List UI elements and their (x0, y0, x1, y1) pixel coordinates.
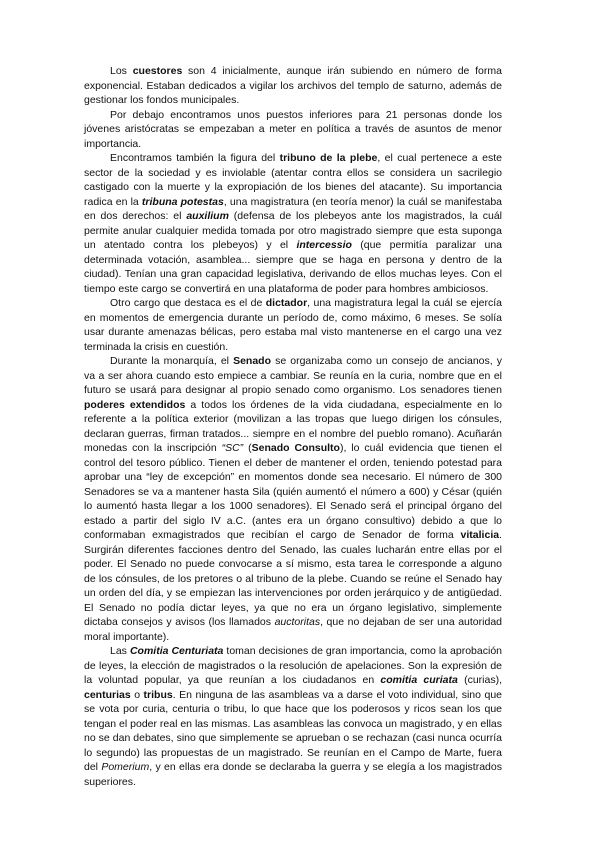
text-run: se organizaba como un consejo de ancianos, y va a ser ahora cuando esto empiece a cambiar. Se reunía en la curia, nombre que en el futuro se usará para designar al propio senado como organismo. Los senadores tienen (84, 355, 503, 396)
text-run: o (130, 688, 144, 701)
text-run: (curias), (457, 674, 502, 686)
emphasis-term: poderes extendidos (84, 398, 186, 411)
emphasis-term: centurias (84, 688, 131, 701)
emphasis-term: vitalicia (460, 529, 500, 541)
text-run: Por debajo encontramos unos puestos inferiores para 21 personas donde los jóvenes aristócratas se empezaban a meter en política a través de asuntos de menor importancia. (84, 108, 502, 150)
text-run: Los (110, 65, 133, 77)
paragraph (84, 354, 502, 644)
paragraph (84, 151, 502, 296)
text-run: Otro cargo que destaca es el de (110, 297, 266, 309)
emphasis-term: cuestores (132, 65, 183, 77)
paragraph (84, 644, 502, 789)
text-run: Encontramos también la figura del (110, 152, 280, 164)
text-run: Las (110, 645, 130, 657)
body-text (84, 64, 502, 789)
emphasis-term: tribuno de la plebe (279, 152, 378, 164)
text-run: Durante la monarquía, el (110, 355, 234, 367)
text-run: (que permitía paralizar una determinada votación, asamblea... siempre que se haga en persona y dentro de la ciudad). Tenían una gran capacidad legislativa, derivando de ellos muchas leyes. Con el tiempo este cargo se convertirá en una plataforma de poder para hombres ambiciosos. (84, 239, 502, 295)
text-run: , el cual pertenece a este sector de la sociedad y es inviolable (atentar contra ellos se considera un sacrilegio castigado con la muerte y la expropiación de los bienes del atacante). Su importancia radica en la (84, 152, 503, 208)
text-run: ), lo cuál evidencia que tienen el control del tesoro público. Tienen el deber de mantener el orden, teniendo potestad para aprobar una “ley de excepción” en momentos donde sea necesario. El número de 300 Senadores se va a mantener hasta Sila (quién aumentó el número a 600) y César (quién lo aumentó hasta llegar a los 1000 senadores). El Senado será el principal órgano del estado a partir del siglo IV a.C. (antes era un órgano consultivo) debido a que lo conformaban exmagistrados que recibían el cargo de Senador de forma (84, 442, 502, 541)
paragraph (84, 296, 502, 354)
emphasis-term: auctoritas (274, 616, 321, 628)
text-run: , una magistratura legal la cuál se ejercía en momentos de emergencia durante un período de, como máximo, 6 meses. Se solía usar durante amenazas bélicas, pero estaba mal visto mantenerse en el cargo una vez terminada la crisis en cuestión. (84, 297, 503, 353)
emphasis-term: intercessio (296, 239, 352, 251)
emphasis-term: Senado Consulto (251, 442, 340, 454)
text-run: son 4 inicialmente, aunque irán subiendo en número de forma exponencial. Estaban dedicados a vigilar los archivos del templo de saturno, además de gestionar los fondos municipales. (84, 65, 502, 106)
paragraph (84, 108, 502, 152)
paragraph (84, 64, 502, 108)
emphasis-term: auxilium (186, 210, 229, 222)
text-run: , y en ellas era donde se declaraba la guerra y se elegía a los magistrados superiores. (84, 761, 502, 788)
text-run: toman decisiones de gran importancia, como la aprobación de leyes, la elección de magistrados o la resolución de apelaciones. Son la expresión de la voluntad popular, ya que reunían a los ciudadanos en (84, 645, 502, 686)
emphasis-term: comitia curiata (380, 674, 458, 686)
text-run: , que no dejaban de ser una autoridad moral importante). (84, 616, 502, 643)
emphasis-term: “SC” (221, 442, 244, 454)
text-run: (defensa de los plebeyos ante los magistrados, la cuál permite anular cualquier medida tomada por otro magistrado siempre que esta suponga un atentado contra los plebeyos) y el (84, 210, 502, 251)
text-run: . Surgirán diferentes facciones dentro del Senado, las cuales lucharán entre ellas por el poder. El Senado no puede convocarse a sí mismo, esta tarea le corresponde a alguno de los cónsules, de los pretores o al tribuno de la plebe. Cuando se reúne el Senado hay un orden del día, y se empiezan las intervenciones por orden jerárquico y de antigüedad. El Senado no podía dictar leyes, ya que no era un órgano legislativo, simplemente dictaba consejos y avisos (los llamados (84, 529, 502, 628)
text-run: ( (243, 442, 252, 454)
emphasis-term: dictador (265, 297, 308, 309)
emphasis-term: tribus (143, 688, 173, 701)
text-run: a todos los órdenes de la vida ciudadana, especialmente en lo referente a la política exterior (movilizan a las tropas que luego dirigen los cónsules, declaran guerras, firman tratados... siempre en el nombre del pueblo romano). Acuñarán monedas con la inscripción (84, 398, 502, 454)
emphasis-term: Comitia Centuriata (129, 645, 224, 657)
emphasis-term: Pomerium (101, 761, 150, 773)
text-run: , una magistratura (en teoría menor) la cuál se manifestaba en dos derechos: el (84, 195, 502, 222)
text-run: . En ninguna de las asambleas va a darse el voto individual, sino que se vota por curia, centuria o tribu, lo que hace que los poderosos y ricos sean los que tengan el poder real en las mismas. Las asambleas las convoca un magistrado, y en ellas no se dan debates, sino que simplemente se aprueban o se rechazan (casi nunca ocurría lo segundo) las propuestas de un magistrado. Se reunían en el Campo de Marte, fuera del (84, 688, 502, 773)
emphasis-term: Senado (233, 355, 272, 367)
emphasis-term: tribuna potestas (141, 195, 224, 208)
